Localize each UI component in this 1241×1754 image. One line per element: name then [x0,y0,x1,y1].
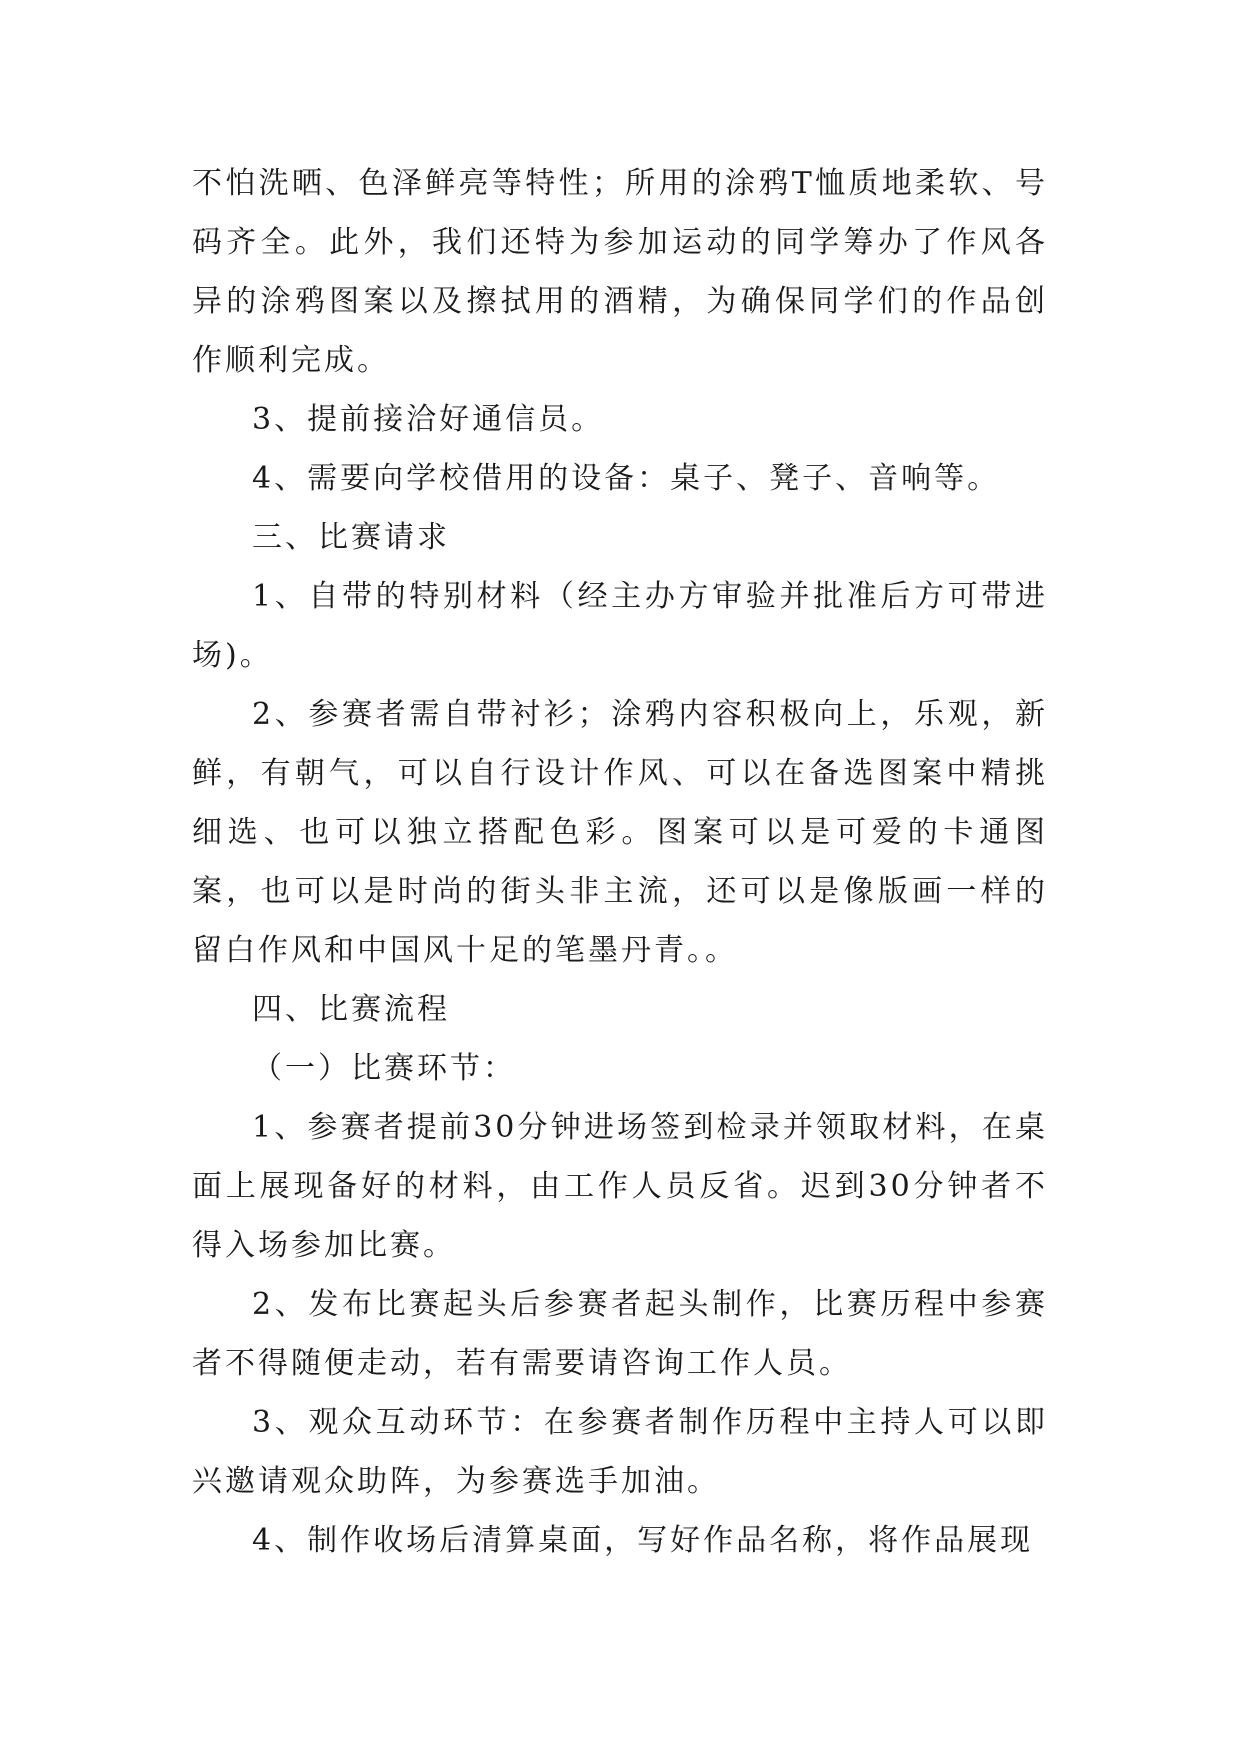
paragraph-stage-3: 3、观众互动环节：在参赛者制作历程中主持人可以即兴邀请观众助阵，为参赛选手加油。 [192,1405,1048,1499]
paragraph-stage-4: 4、制作收场后清算桌面，写好作品名称，将作品展现 [252,1523,1034,1558]
subsection-heading-stages: （一）比赛环节： [252,1051,516,1086]
paragraph-requirement-2: 2、参赛者需自带衬衫；涂鸦内容积极向上，乐观，新鲜，有朝气，可以自行设计作风、可以在备选图案中精挑细选、也可以独立搭配色彩。图案可以是可爱的卡通图案，也可以是时尚的街头非主流，还可以是像版画一样的留白作风和中国风十足的笔墨丹青。。 [192,697,1048,968]
section-heading-requirements: 三、比赛请求 [252,520,450,555]
paragraph-stage-2: 2、发布比赛起头后参赛者起头制作，比赛历程中参赛者不得随便走动，若有需要请咨询工作人员。 [192,1287,1048,1381]
paragraph-requirement-1: 1、自带的特别材料（经主办方审验并批准后方可带进场)。 [192,579,1048,673]
paragraph-stage-1: 1、参赛者提前30分钟进场签到检录并领取材料，在桌面上展现备好的材料，由工作人员反省。迟到30分钟者不得入场参加比赛。 [192,1110,1048,1263]
paragraph-item-3: 3、提前接洽好通信员。 [252,402,605,437]
paragraph-item-4: 4、需要向学校借用的设备：桌子、凳子、音响等。 [252,461,1001,496]
paragraph-continuation: 不怕洗晒、色泽鲜亮等特性；所用的涂鸦T恤质地柔软、号码齐全。此外，我们还特为参加运动的同学筹办了作风各异的涂鸦图案以及擦拭用的酒精，为确保同学们的作品创作顺利完成。 [192,166,1048,378]
section-heading-process: 四、比赛流程 [252,992,450,1027]
document-body [192,154,1048,1570]
